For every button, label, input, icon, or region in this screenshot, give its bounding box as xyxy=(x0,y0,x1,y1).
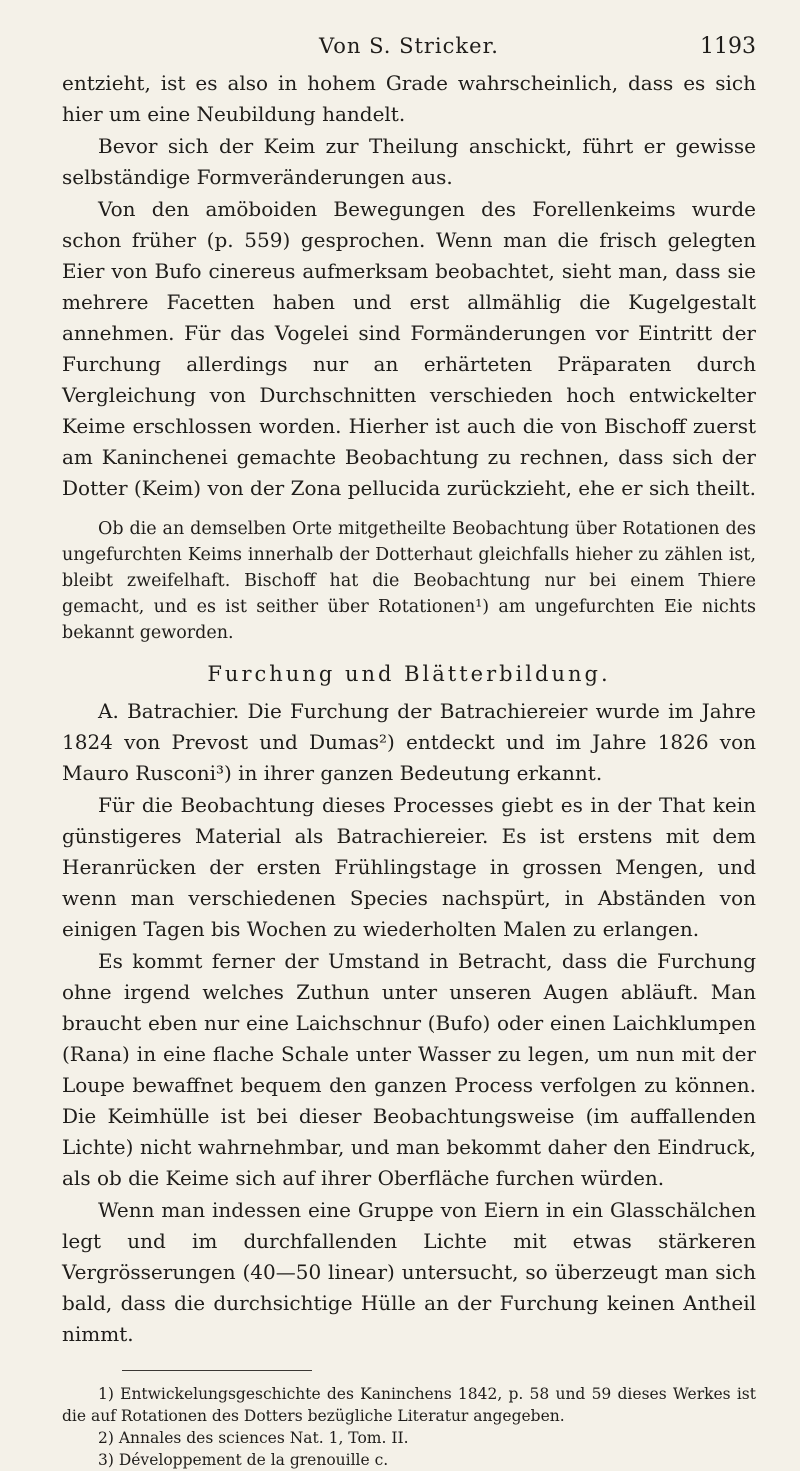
section-heading: Furchung und Blätterbildung. xyxy=(207,662,611,686)
header-title: Von S. Stricker. xyxy=(319,34,499,58)
paragraph-2: Bevor sich der Keim zur Theilung anschickt, führt er gewisse selbständige Formveränderungen aus. xyxy=(62,134,756,189)
section-paragraph-1: A. Batrachier. Die Furchung der Batrachiereier wurde im Jahre 1824 von Prevost und Dumas²) entdeckt und im Jahre 1826 von Mauro Rusconi³) in ihrer ganzen Bedeutung erkannt. xyxy=(62,699,756,785)
paragraph-3: Von den amöboiden Bewegungen des Forellenkeims wurde schon früher (p. 559) gesprochen. Wenn man die frisch gelegten Eier von Bufo cinereus aufmerksam beobachtet, sieht man, dass sie mehrere Facetten haben und erst allmählig die Kugelgestalt annehmen. Für das Vogelei sind Formänderungen vor Eintritt der Furchung allerdings nur an erhärteten Präparaten durch Vergleichung von Durchschnitten verschieden hoch entwickelter Keime erschlossen worden. Hierher ist auch die von Bischoff zuerst am Kaninchenei gemachte Beobachtung zu rechnen, dass sich der Dotter (Keim) von der Zona pellucida zurückzieht, ehe er sich theilt. xyxy=(62,197,756,500)
page-number: 1193 xyxy=(700,34,756,59)
section-text xyxy=(62,696,756,1350)
footnote-divider xyxy=(122,1370,312,1371)
small-print-note: Ob die an demselben Orte mitgetheilte Beobachtung über Rotationen des ungefurchten Keims innerhalb der Dotterhaut gleichfalls hieher zu zählen ist, bleibt zweifelhaft. Bischoff hat die Beobachtung nur bei einem Thiere gemacht, und es ist seither über Rotationen¹) am ungefurchten Eie nichts bekannt geworden. xyxy=(62,519,756,643)
section-paragraph-3: Es kommt ferner der Umstand in Betracht, dass die Furchung ohne irgend welches Zuthun unter unseren Augen abläuft. Man braucht eben nur eine Laichschnur (Bufo) oder einen Laichklumpen (Rana) in eine flache Schale unter Wasser zu legen, um nun mit der Loupe bewaffnet bequem den ganzen Process verfolgen zu können. Die Keimhülle ist bei dieser Beobachtungsweise (im auffallenden Lichte) nicht wahrnehmbar, und man bekommt daher den Eindruck, als ob die Keime sich auf ihrer Oberfläche furchen würden. xyxy=(62,949,756,1190)
running-head xyxy=(62,34,756,68)
footnote-3: 3) Développement de la grenouille c. xyxy=(98,1451,389,1469)
section-paragraph-4: Wenn man indessen eine Gruppe von Eiern in ein Glasschälchen legt und im durchfallenden Lichte mit etwas stärkeren Vergrösserungen (40—50 linear) untersucht, so überzeugt man sich bald, dass die durchsichtige Hülle an der Furchung keinen Antheil nimmt. xyxy=(62,1198,756,1346)
footnote-1: 1) Entwickelungsgeschichte des Kaninchens 1842, p. 58 und 59 dieses Werkes ist die auf Rotationen des Dotters bezügliche Literatur angegeben. xyxy=(62,1385,756,1425)
footnotes xyxy=(62,1383,756,1471)
main-text xyxy=(62,68,756,504)
section-paragraph-2: Für die Beobachtung dieses Processes giebt es in der That kein günstigeres Material als Batrachiereier. Es ist erstens mit dem Heranrücken der ersten Frühlingstage in grossen Mengen, und wenn man verschiedenen Species nachspürt, in Abständen von einigen Tagen bis Wochen zu wiederholten Malen zu erlangen. xyxy=(62,793,756,941)
paragraph-1: entzieht, ist es also in hohem Grade wahrscheinlich, dass es sich hier um eine Neubildung handelt. xyxy=(62,71,756,126)
footnote-2: 2) Annales des sciences Nat. 1, Tom. II. xyxy=(98,1429,409,1447)
